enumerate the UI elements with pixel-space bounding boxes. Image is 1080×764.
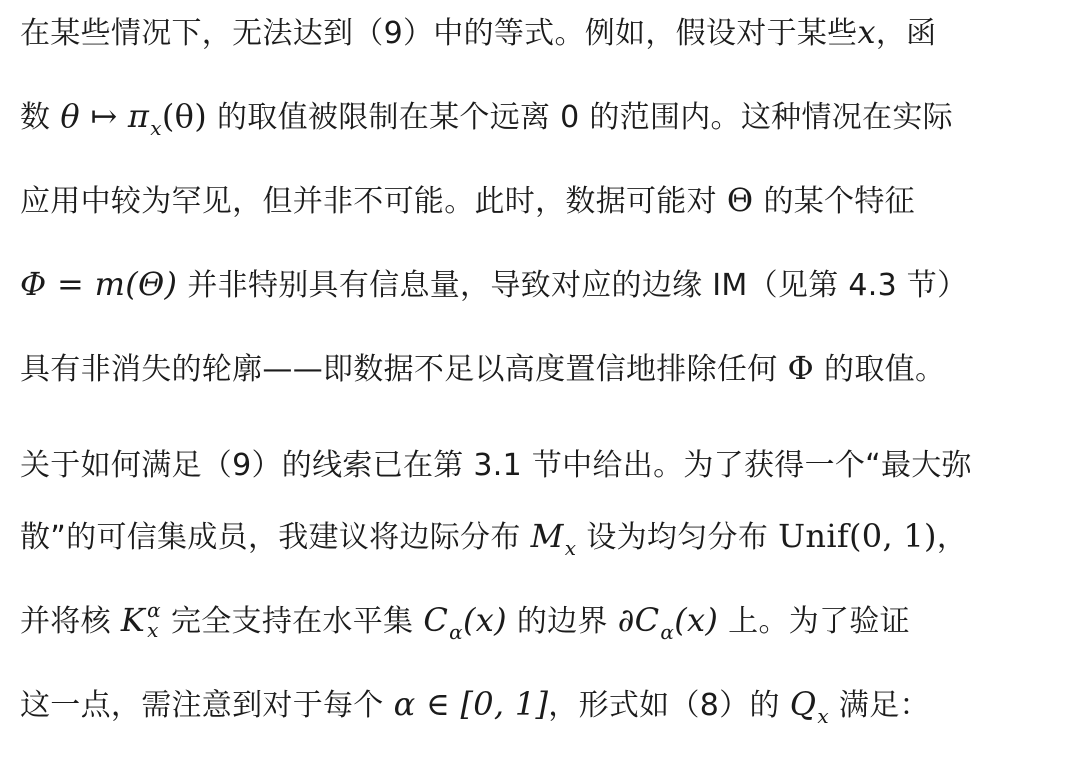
text: 满足： bbox=[838, 688, 930, 723]
math-arg-x: (x) bbox=[674, 601, 719, 639]
text: 散”的可信集成员，我建议将边际分布 bbox=[20, 520, 521, 555]
math-phi-eq: Φ = m(Θ) bbox=[20, 265, 178, 303]
math-sub-alpha: α bbox=[660, 620, 675, 644]
text: 并非特别具有信息量，导致对应的边缘 IM（见第 4.3 节） bbox=[187, 268, 968, 303]
text: 应用中较为罕见，但并非不可能。此时，数据可能对 bbox=[20, 184, 717, 219]
text: 上。为了验证 bbox=[728, 604, 910, 639]
p2-line-2 bbox=[20, 516, 967, 560]
text: 具有非消失的轮廓——即数据不足以高度置信地排除任何 bbox=[20, 352, 778, 387]
text: 关于如何满足（9）的线索已在第 3.1 节中给出。为了获得一个“最大弥 bbox=[20, 448, 972, 483]
math-Phi: Φ bbox=[787, 349, 815, 387]
math-K-scripts bbox=[147, 597, 161, 642]
math-Q: Q bbox=[789, 685, 817, 723]
text: 的取值被限制在某个远离 0 的范围内。这种情况在实际 bbox=[217, 100, 953, 135]
p1-line-5 bbox=[20, 348, 945, 390]
math-alpha-interval: α ∈ [0, 1] bbox=[393, 685, 549, 723]
text: 的某个特征 bbox=[763, 184, 915, 219]
text: 这一点，需注意到对于每个 bbox=[20, 688, 384, 723]
p1-line-2 bbox=[20, 96, 953, 140]
p1-line-1 bbox=[20, 12, 936, 54]
math-theta-map: θ ↦ π bbox=[60, 97, 150, 135]
text: 在某些情况下，无法达到（9）中的等式。例如，假设对于某些 bbox=[20, 16, 858, 51]
math-M: M bbox=[530, 517, 564, 555]
text: 设为均匀分布 bbox=[586, 520, 769, 555]
math-unif: Unif(0, 1) bbox=[778, 517, 937, 555]
math-sub-x: x bbox=[564, 536, 577, 560]
math-arg-x: (x) bbox=[462, 601, 507, 639]
math-sup-alpha: α bbox=[147, 597, 161, 622]
math-Theta: Θ bbox=[726, 181, 754, 219]
text: 完全支持在水平集 bbox=[170, 604, 414, 639]
p2-line-3 bbox=[20, 597, 910, 644]
math-dC: ∂C bbox=[617, 601, 660, 639]
text: 数 bbox=[20, 100, 51, 135]
math-C: C bbox=[423, 601, 449, 639]
text: ，形式如（8）的 bbox=[548, 688, 780, 723]
math-sub-alpha: α bbox=[449, 620, 463, 644]
text: ，函 bbox=[875, 16, 937, 51]
text: 的取值。 bbox=[824, 352, 946, 387]
p2-line-1 bbox=[20, 446, 972, 486]
p1-line-4 bbox=[20, 264, 967, 306]
math-x: x bbox=[857, 13, 876, 51]
p2-line-4 bbox=[20, 684, 930, 728]
math-theta-arg: (θ) bbox=[161, 97, 207, 135]
text: 的边界 bbox=[516, 604, 608, 639]
p1-line-3 bbox=[20, 180, 915, 222]
text: ， bbox=[936, 520, 968, 555]
text: 并将核 bbox=[20, 604, 111, 639]
math-sub-x: x bbox=[150, 116, 162, 140]
math-sub-x: x bbox=[817, 704, 829, 728]
math-sub-x: x bbox=[147, 617, 159, 642]
math-K: K bbox=[120, 601, 146, 639]
